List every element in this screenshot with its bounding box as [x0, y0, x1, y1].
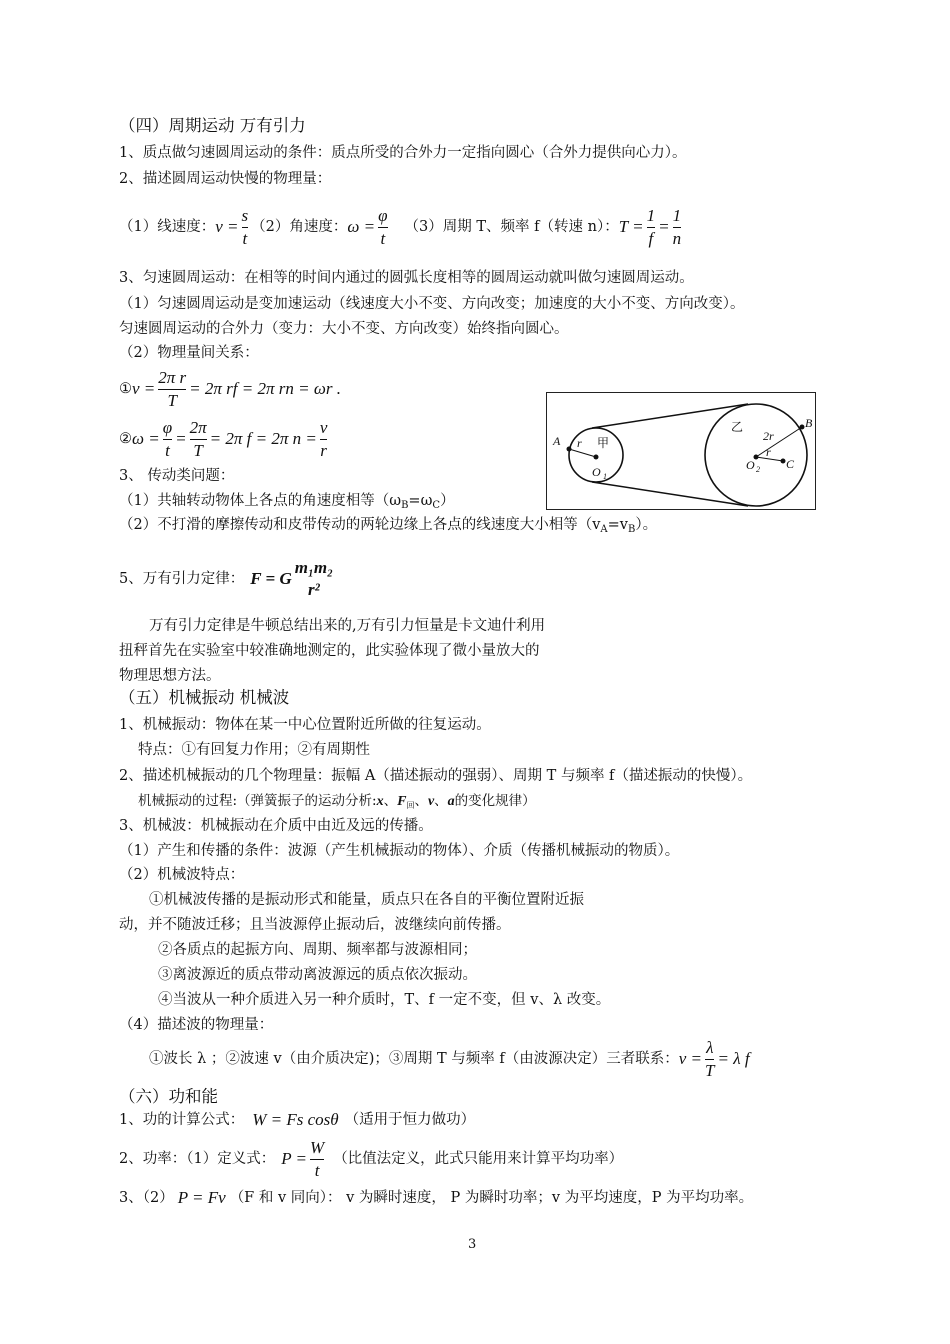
fraction: s t — [241, 205, 249, 248]
formula: = λ f — [717, 1049, 750, 1068]
equals: = — [175, 429, 187, 448]
marker: ① — [119, 381, 132, 397]
marker: ② — [119, 431, 132, 447]
note: （适用于恒力做功） — [344, 1112, 476, 1128]
formula: P = Fv — [177, 1188, 226, 1207]
label-yi: 乙 — [731, 420, 744, 434]
formula: ω = — [347, 217, 376, 236]
paragraph: 扭秤首先在实验室中较准确地测定的，此实验体现了微小量放大的 — [119, 643, 540, 659]
belt-bottom — [592, 482, 748, 506]
label: 5、万有引力定律： — [119, 571, 245, 587]
paragraph: ④当波从一种介质进入另一种介质时，T、f 一定不变，但 v、λ 改变。 — [158, 992, 611, 1008]
fraction: m₁m₂ r² — [294, 558, 334, 599]
formula: = 2π rf = 2π rn = ωr . — [189, 379, 341, 398]
note: （F 和 v 同向）： v 为瞬时速度， P 为瞬时功率；v 为平均速度，P 为平均功率。 — [229, 1190, 754, 1206]
belt-drive-diagram — [546, 392, 816, 510]
label-2r: 2r — [763, 429, 774, 443]
label: （1）线速度： — [119, 219, 216, 235]
paragraph: 动，并不随波迁移；且当波源停止振动后，波继续向前传播。 — [119, 917, 511, 933]
label-jia: 甲 — [597, 436, 610, 450]
paragraph: （2）机械波特点： — [119, 867, 245, 883]
paragraph: 特点：①有回复力作用；②有周期性 — [138, 742, 370, 758]
formula: = 2π f = 2π n = — [209, 429, 317, 448]
label-r2: r — [766, 445, 771, 459]
label-o1-sub: 1 — [603, 472, 607, 481]
label: （2）角速度： — [251, 219, 348, 235]
paragraph: 1、质点做匀速圆周运动的条件：质点所受的合外力一定指向圆心（合外力提供向心力）。 — [119, 145, 687, 161]
work-formula-line — [119, 1110, 475, 1130]
paragraph: 万有引力定律是牛顿总结出来的,万有引力恒量是卡文迪什利用 — [149, 618, 546, 634]
paragraph: （2）物理量间关系： — [119, 345, 259, 361]
section-title-5: （五）机械振动 机械波 — [119, 688, 290, 707]
label: 2、功率：（1）定义式： — [119, 1151, 276, 1167]
label-o2: O — [746, 458, 755, 472]
paragraph: （1）产生和传播的条件：波源（产生机械振动的物体）、介质（传播机械振动的物质）。 — [119, 843, 680, 859]
power-formula-line — [119, 1136, 623, 1182]
paragraph: 2、描述圆周运动快慢的物理量： — [119, 171, 332, 187]
fraction: φ t — [378, 205, 388, 248]
wave-formula-line — [149, 1034, 750, 1084]
section-title-4: （四）周期运动 万有引力 — [119, 116, 306, 135]
paragraph: 3、匀速圆周运动：在相等的时间内通过的圆弧长度相等的圆周运动就叫做匀速圆周运动。 — [119, 270, 694, 286]
formula: v = — [215, 217, 239, 236]
formula-relation-2 — [119, 414, 330, 464]
paragraph: ②各质点的起振方向、周期、频率都与波源相同； — [158, 942, 477, 958]
gravitation-formula-line — [119, 556, 336, 602]
fraction: 2π r T — [158, 367, 187, 410]
paragraph: （2）不打滑的摩擦传动和皮带传动的两轮边缘上各点的线速度大小相等$(v_A=v_B)$。 — [119, 517, 658, 535]
fraction: 1 f — [646, 205, 656, 248]
formula: v = — [132, 379, 156, 398]
paragraph: （4）描述波的物理量： — [119, 1017, 274, 1033]
fraction: λ T — [705, 1037, 715, 1080]
equals: = — [658, 217, 670, 236]
point-b — [800, 425, 805, 430]
label: 1、功的计算公式： — [119, 1112, 245, 1128]
formula: W = Fs cosθ — [252, 1110, 339, 1129]
label-b: B — [805, 416, 813, 430]
power-instant-line — [119, 1188, 753, 1208]
formula: ω = — [132, 429, 160, 448]
paragraph: 物理思想方法。 — [119, 668, 221, 684]
formula-line-speeds — [119, 202, 684, 252]
paragraph: 机械振动的过程:（弹簧振子的运动分析:x、$F_回$、v、a的变化规律） — [138, 793, 536, 810]
label-o1: O — [592, 465, 601, 479]
label-o2-sub: 2 — [756, 465, 760, 474]
formula: F = G — [250, 569, 292, 588]
formula: T = — [618, 217, 644, 236]
label: （3）周期 T、频率 f（转速 n）： — [404, 219, 619, 235]
fraction: v r — [319, 417, 328, 460]
note: （比值法定义，此式只能用来计算平均功率） — [333, 1151, 624, 1167]
paragraph: ③离波源近的质点带动离波源远的质点依次振动。 — [158, 967, 477, 983]
label: 3、（2） — [119, 1190, 174, 1206]
formula: v = — [678, 1049, 703, 1068]
fraction: φ t — [162, 417, 173, 460]
formula: P = — [281, 1149, 308, 1168]
paragraph: （1）共轴转动物体上各点的角速度相等$(\omega_B=\omega_C)$ — [119, 493, 455, 511]
paragraph: （1）匀速圆周运动是变加速运动（线速度大小不变、方向改变；加速度的大小不变、方向改变）。 — [119, 296, 745, 312]
formula-relation-1 — [119, 364, 341, 414]
paragraph: 匀速圆周运动的合外力（变力：大小不变、方向改变）始终指向圆心。 — [119, 321, 569, 337]
point-a — [567, 447, 572, 452]
section-title-6: （六）功和能 — [119, 1087, 218, 1106]
paragraph: 2、描述机械振动的几个物理量：振幅 A（描述振动的强弱）、周期 T 与频率 f（描述振动的快慢）。 — [119, 768, 753, 784]
belt-top — [592, 404, 748, 428]
radius-small — [569, 449, 596, 457]
label: ①波长 λ ；②波速 v（由介质决定)；③周期 T 与频率 f（由波源决定）三者联系： — [149, 1051, 679, 1067]
point-o1 — [594, 455, 599, 460]
fraction: 1 n — [672, 205, 682, 248]
paragraph: 3、 传动类问题： — [119, 468, 235, 484]
paragraph: 1、机械振动：物体在某一中心位置附近所做的往复运动。 — [119, 717, 491, 733]
fraction: 2π T — [189, 417, 207, 460]
page-number: 3 — [468, 1237, 477, 1252]
point-c — [781, 459, 786, 464]
fraction: W t — [310, 1137, 325, 1180]
label-a: A — [553, 434, 561, 448]
label-r1: r — [577, 436, 582, 450]
paragraph: ①机械波传播的是振动形式和能量，质点只在各自的平衡位置附近振 — [149, 892, 584, 908]
belt-drive-svg — [547, 393, 815, 509]
paragraph: 3、机械波：机械振动在介质中由近及远的传播。 — [119, 818, 433, 834]
label-c: C — [786, 457, 795, 471]
